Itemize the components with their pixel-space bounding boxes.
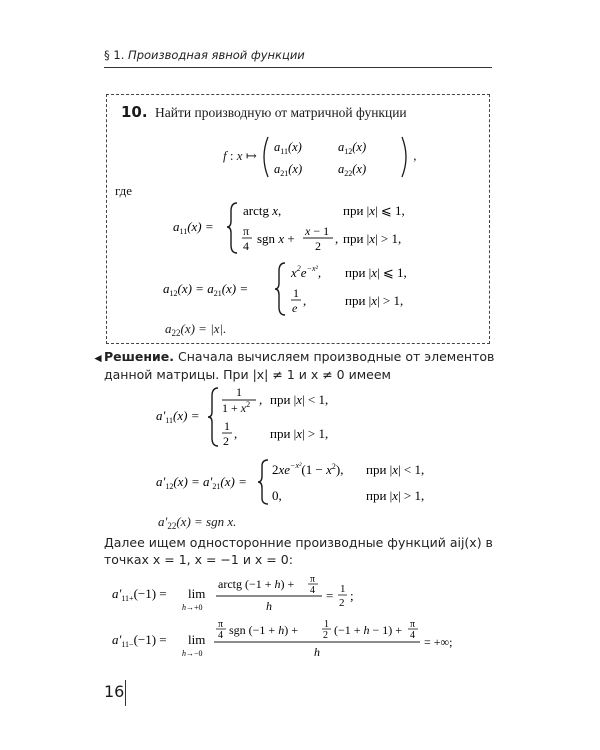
svg-text:x2e−x²,: $x^2e^{-x^2}$,	[291, 264, 322, 280]
svg-text:при |x| > 1,: при |x| > 1,	[343, 231, 402, 246]
svg-text:при |x| ⩽ 1,: при |x| ⩽ 1,	[345, 265, 407, 280]
svg-text:h→−0: h→−0	[182, 649, 203, 658]
d12-svg	[156, 456, 456, 508]
svg-text:4: 4	[310, 585, 315, 596]
svg-text:= +∞;: = +∞;	[424, 635, 453, 649]
svg-text:lim: lim	[188, 632, 206, 647]
svg-text:arctg x,: arctg x,	[243, 203, 282, 218]
a11-svg	[173, 199, 473, 255]
svg-text:h: h	[314, 645, 320, 659]
a22-definition: $a_{22}(x) = |x|$.	[165, 321, 227, 338]
one-sided-intro: Далее ищем односторонние производные функций aij(x) в точках x = 1, x = −1 и x = 0:	[104, 535, 493, 567]
svg-text:(−1 + h − 1) +: (−1 + h − 1) +	[334, 623, 403, 637]
svg-text:1: 1	[224, 419, 230, 433]
page-number: 16	[104, 682, 125, 701]
svg-text:a22(x): $a_{22}(x)$	[337, 162, 367, 178]
svg-text:x − 1: x − 1	[305, 224, 330, 238]
svg-text:h: h	[266, 599, 272, 613]
svg-text:a11(x) =: $a_{11}(x)$ =	[173, 219, 214, 236]
svg-text:2xe−x²(1 − x2),: $2xe^{-x^2}(1 - x^2)$,	[272, 461, 344, 477]
matrix-svg	[260, 135, 410, 179]
a11-definition	[173, 199, 473, 259]
svg-text:,: ,	[303, 293, 307, 308]
svg-text:при |x| < 1,: при |x| < 1,	[270, 392, 329, 407]
svg-text:1: 1	[236, 385, 242, 399]
svg-text:2: 2	[323, 630, 328, 641]
svg-text:=: =	[326, 588, 334, 603]
svg-text:lim: lim	[188, 586, 206, 601]
svg-text:при |x| > 1,: при |x| > 1,	[270, 426, 329, 441]
limit-2-svg	[112, 618, 462, 666]
svg-text:π: π	[310, 574, 316, 585]
running-header	[104, 48, 494, 62]
svg-text:,: ,	[335, 231, 339, 246]
svg-text:e: e	[292, 301, 298, 315]
svg-text:a′11(x) =: $a'_{11}(x)$ =	[156, 408, 200, 425]
svg-text:0,: 0,	[272, 488, 282, 503]
limit-2	[112, 618, 462, 670]
svg-text:π: π	[243, 224, 250, 238]
solution-label: Решение.	[104, 349, 175, 364]
svg-text:,: ,	[234, 426, 238, 441]
header-rule	[104, 67, 492, 68]
solution-intro-text: Сначала вычисляем производные от элементов данной матрицы. При |x| ≠ 1 и x ≠ 0 имеем	[104, 349, 495, 382]
svg-text:sgn x +: sgn x +	[257, 231, 295, 246]
svg-text:4: 4	[243, 239, 249, 253]
solution-intro	[104, 348, 496, 384]
section-title: Производная явной функции	[128, 48, 305, 62]
svg-text:a′11−(−1) =: $a'_{11-}(-1)$ =	[112, 632, 167, 649]
problem-box	[106, 94, 490, 344]
limit-1	[112, 574, 372, 622]
svg-text:a12(x) = a21(x) =: $a_{12}(x) = a_{21}(x)$ =	[163, 281, 249, 298]
d22-definition: $a'_{22}(x)$ = sgn x.	[158, 514, 237, 531]
svg-text:a′11+(−1) =: $a'_{11+}(-1)$ =	[112, 586, 167, 603]
svg-text:π: π	[410, 619, 416, 630]
svg-text:1: 1	[293, 286, 299, 300]
svg-text:arctg (−1 + h) +: arctg (−1 + h) +	[218, 577, 295, 591]
svg-text:1 + x2: $1 + x^2$	[222, 400, 251, 415]
solution-marker-icon: ◄	[92, 351, 104, 365]
svg-text:1: 1	[324, 619, 329, 630]
svg-text:при |x| ⩽ 1,: при |x| ⩽ 1,	[343, 203, 405, 218]
svg-text:1: 1	[340, 583, 346, 595]
svg-text:a21(x): $a_{21}(x)$	[273, 162, 303, 178]
svg-text:h→+0: h→+0	[182, 603, 203, 612]
problem-statement: Найти производную от матричной функции	[155, 105, 407, 120]
where-label: где	[115, 183, 133, 198]
svg-text:при |x| > 1,: при |x| > 1,	[366, 488, 425, 503]
svg-text:a′12(x) = a′21(x) =: $a'_{12}(x) = a'_{21}(x)$ =	[156, 474, 247, 491]
svg-text:a12(x): $a_{12}(x)$	[337, 140, 367, 156]
d12-definition	[156, 456, 456, 512]
limit-1-svg	[112, 574, 372, 618]
svg-text:при |x| > 1,: при |x| > 1,	[345, 293, 404, 308]
svg-text:sgn (−1 + h) +: sgn (−1 + h) +	[229, 623, 298, 637]
svg-text:π: π	[218, 619, 224, 630]
svg-text:4: 4	[410, 630, 415, 641]
a12-definition	[163, 259, 483, 323]
a12-svg	[163, 259, 483, 319]
svg-text:2: 2	[339, 597, 345, 609]
svg-text:2: 2	[315, 239, 321, 253]
matrix-formula: f : x ↦ $a_{11}(x)$ $a_{12}(x)$ $a_{21}(x)$ $a_{22}(x)$ ,	[223, 135, 416, 179]
svg-text:при |x| < 1,: при |x| < 1,	[366, 462, 425, 477]
svg-text:,: ,	[259, 392, 263, 407]
d11-svg	[156, 384, 376, 450]
svg-text:;: ;	[350, 588, 354, 603]
problem-number: 10.	[121, 103, 148, 121]
svg-text:a11(x): $a_{11}(x)$	[273, 140, 302, 156]
svg-text:2: 2	[223, 434, 229, 448]
section-number: § 1.	[104, 48, 125, 62]
svg-text:4: 4	[218, 630, 223, 641]
d11-definition	[156, 384, 376, 454]
